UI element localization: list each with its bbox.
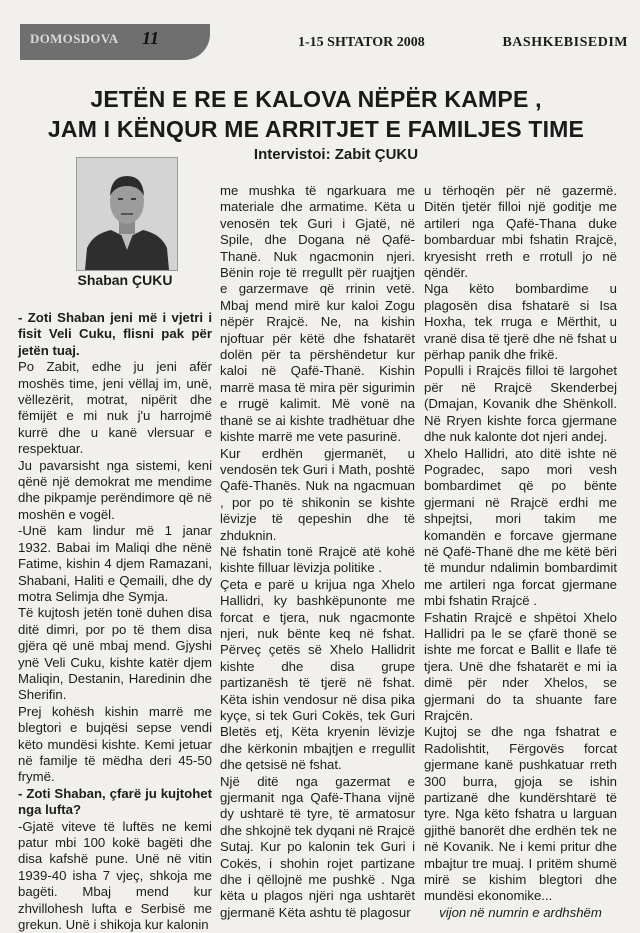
article-paragraph: Kujtoj se dhe nga fshatrat e Radolishtit, Fërgovës forcat gjermane kanë pushkatuar rreth 300 burra, gjoja se ishin partizanë dhe kundërshtarë të tyre. Nga këto fshatra u larguan gjithë banorët dhe erdhën tek ne në Kovanik. Ne i kemi pritur dhe mbajtur tre muaj. I pritëm shumë mirë se kishim blegtori dhe mundësi ekonomike... — [424, 724, 617, 904]
interview-question: - Zoti Shaban jeni më i vjetri i fisit Veli Cuku, flisni pak për jetën tuaj. — [18, 310, 212, 358]
article-paragraph: Një ditë nga gazermat e gjermanit nga Qafë-Thana vijnë dy ushtarë të tyre, të armatosur dhe shkojnë tek dyqani në Rrajcë Sutaj. Kur po kalonin tek Guri i Cokës, i shohin rojet partizane dhe i qëllojnë me pushkë . Nga këta u plagos njëri nga ushtarët gjermanë Këta ashtu të plagosur — [220, 773, 416, 920]
issue-date: 1-15 SHTATOR 2008 — [298, 35, 425, 50]
article-paragraph: Po Zabit, edhe ju jeni afër moshës time, jeni vëllaj im, unë, vëllezërit, motrat, nipërit dhe fëmijët e mi nuk j'u harrojmë kurrë dhe u kanë vlersuar e respektuar. — [18, 359, 212, 457]
portrait-photo — [76, 157, 178, 271]
continuation-note: vijon në numrin e ardhshëm — [439, 904, 602, 920]
page-number: 11 — [142, 28, 160, 48]
article-column-3 — [424, 183, 617, 921]
article-column-1 — [18, 310, 212, 933]
article-column-2 — [220, 183, 415, 921]
portrait-illustration — [77, 158, 177, 270]
article-paragraph: Në fshatin tonë Rrajcë atë kohë kishte filluar lëvizja politike . — [220, 543, 415, 576]
article-paragraph: Prej kohësh kishin marrë me blegtori e bujqësi sepse vendi këto mundësi kishte. Kemi jetuar në familje të mëdha deri 45-50 frymë. — [18, 703, 212, 785]
rubric-label: BASHKEBISEDIM — [502, 35, 628, 50]
section-tab — [20, 24, 210, 60]
section-label: DOMOSDOVA — [30, 31, 119, 46]
article-paragraph: -Unë kam lindur më 1 janar 1932. Babai im Maliqi dhe nënë Fatime, kishin 4 djem Ramazani, Shabani, Haliti e Qemaili, dhe dy motra Selimja dhe Symja. — [18, 523, 212, 604]
article-paragraph: u tërhoqën për në gazermë. Ditën tjetër filloi një goditje me artileri nga Qafë-Thana duke bombarduar mbi fshatin Rrajcë, kryesisht rreth e rrotull jo në qëndër. — [424, 183, 617, 281]
article-paragraph: Ju pavarsisht nga sistemi, keni qënë një demokrat me mendime dhe pikpamje perëndimore që në moshën e vogël. — [18, 457, 212, 522]
article-paragraph: Xhelo Hallidri, ato ditë ishte në Pogradec, sapo mori vesh bombardimet që po bënte gjermani në Rrajcë erdhi me shpejtsi, mori takim me komandën e forcave gjermane në Qafë-Thanë dhe me këtë bëri të mundur ndalimin bombardimit me artileri nga forcat gjermane mbi fshatin Rrajcë . — [424, 445, 617, 609]
photo-caption: Shaban ÇUKU — [77, 272, 173, 288]
page-header — [20, 24, 632, 66]
article-paragraph: Fshatin Rrajcë e shpëtoi Xhelo Hallidri pa le se çfarë thonë se ishte me forcat e Ballit e llafe të tjera. Unë dhe fshatarët e mi ia dimë për nder Xhelos, se gjermani do ta shuante fare Rrajcën. — [424, 609, 617, 723]
article-paragraph: me mushka të ngarkuara me materiale dhe armatime. Këta u venosën tek Guri i Gjatë, në Spile, dhe Dogana në Qafë-Thanë. Nuk ngacmonin njeri. Bënin roje të rregullt për ruajtjen e garzermave që rrinin vetë. Mbaj mend mirë kur kaloi Zogu nëpër Rrajcë. Ne, na kishin njoftuar për këtë dhe fshatarët dolën për ta përshëndetur kur kaloi në Qafë-Thanë. Kishin marrë masa të mira për sigurimin e rrugë kalimit. Më vonë na thanë se ai kishte tradhëtuar dhe kishte marrë me vete pasurinë. — [220, 183, 415, 445]
article-paragraph: Të kujtosh jetën tonë duhen disa ditë dimri, por po të them disa gjëra që unë mbaj mend. Gjyshi ynë Veli Cuku, kishte katër djem Maliqin, Destanin, Haredinin dhe Sherifin. — [18, 605, 212, 703]
interview-question: - Zoti Shaban, çfarë ju kujtohet nga lufta? — [18, 785, 212, 818]
article-byline: Intervistoi: Zabit ÇUKU — [253, 146, 419, 163]
article-paragraph: Kur erdhën gjermanët, u vendosën tek Guri i Math, poshtë Qafë-Thanës. Nuk na ngacmuan , por po të shikonin se kishte lëvizje të qepeshin dhe të zhduknin. — [220, 445, 415, 543]
article-paragraph: Çeta e parë u krijua nga Xhelo Hallidri, ky bashkëpunonte me forcat e tjera, nuk ngacmonte njeri, nuk bënte keq në fshat. Përveç çetës së Xhelo Hallidrit kishte dhe disa grupe partizanësh të tjerë në fshat. Këta ishin vendosur në disa pika kyçe, si tek Guri Cokës, tek Guri Bletës etj, Këta kryenin lëvizje dhe kërkonin mbajtjen e rregullit dhe qetsisë në fshat. — [220, 576, 415, 773]
headline-line-1: JETËN E RE E KALOVA NËPËR KAMPE , — [90, 86, 542, 112]
article-paragraph: Nga këto bombardime u plagosën disa fshatarë si Isa Hoxha, tek rruga e Mërthit, u vranë disa të tjerë dhe në fshat u përhap panik dhe frikë. — [424, 281, 617, 363]
article-paragraph: -Gjatë viteve të luftës ne kemi patur mbi 100 kokë bagëti dhe disa kafshë pune. Unë në vitin 1939-40 isha 7 vjeç, shkoja me bagëti. Mbaj mend kur zhvillohesh lufta e Serbisë me grekun. Unë i shikoja kur kalonin — [18, 818, 212, 933]
article-headline — [36, 84, 596, 144]
headline-line-2: JAM I KËNQUR ME ARRITJET E FAMILJES TIME — [47, 116, 585, 142]
article-paragraph: Populli i Rrajcës filloi të largohet për në Rrajcë Skenderbej (Dmajan, Kovanik dhe Shënkoll. Në Rryen kishte forca gjermane dhe nuk kalonte dot njeri andej. — [424, 363, 617, 445]
